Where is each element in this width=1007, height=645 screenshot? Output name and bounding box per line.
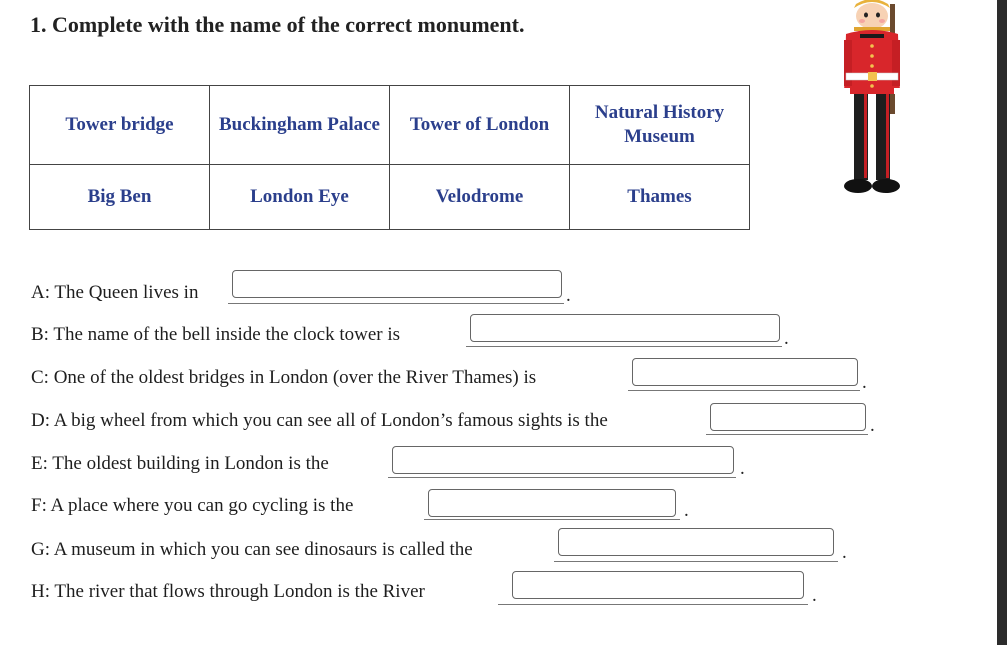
answer-underline-d [706, 434, 868, 435]
question-d: D: A big wheel from which you can see all of London’s famous sights is the [31, 410, 608, 431]
word-velodrome: Velodrome [390, 165, 570, 230]
answer-box-d[interactable] [710, 403, 866, 431]
answer-underline-f [424, 519, 680, 520]
answer-box-f[interactable] [428, 489, 676, 517]
answer-underline-b [466, 346, 782, 347]
window-edge [997, 0, 1007, 645]
period-c: . [862, 372, 867, 393]
answer-underline-h [498, 604, 808, 605]
answer-box-b[interactable] [470, 314, 780, 342]
word-thames: Thames [570, 165, 750, 230]
royal-guard-icon [828, 0, 924, 198]
period-b: . [784, 328, 789, 349]
question-e: E: The oldest building in London is the [31, 453, 329, 474]
word-london-eye: London Eye [210, 165, 390, 230]
answer-box-a[interactable] [232, 270, 562, 298]
question-b: B: The name of the bell inside the clock tower is [31, 324, 400, 345]
word-bank [29, 85, 750, 230]
answer-box-g[interactable] [558, 528, 834, 556]
question-a: A: The Queen lives in [31, 282, 199, 303]
word-tower-bridge: Tower bridge [30, 86, 210, 165]
period-d: . [870, 415, 875, 436]
word-tower-of-london: Tower of London [390, 86, 570, 165]
answer-underline-a [228, 303, 564, 304]
word-buckingham-palace: Buckingham Palace [210, 86, 390, 165]
period-h: . [812, 585, 817, 606]
exercise-title: 1. Complete with the name of the correct monument. [30, 12, 525, 37]
answer-underline-c [628, 390, 860, 391]
answer-underline-e [388, 477, 736, 478]
answer-underline-g [554, 561, 838, 562]
question-f: F: A place where you can go cycling is the [31, 495, 354, 516]
word-big-ben: Big Ben [30, 165, 210, 230]
question-c: C: One of the oldest bridges in London (over the River Thames) is [31, 367, 537, 388]
period-e: . [740, 458, 745, 479]
answer-box-e[interactable] [392, 446, 734, 474]
period-f: . [684, 500, 689, 521]
answer-box-c[interactable] [632, 358, 858, 386]
period-a: . [566, 285, 571, 306]
question-g: G: A museum in which you can see dinosaurs is called the [31, 539, 473, 560]
period-g: . [842, 542, 847, 563]
question-h: H: The river that flows through London is the River [31, 581, 425, 602]
word-natural-history-museum: Natural History Museum [570, 86, 750, 165]
answer-box-h[interactable] [512, 571, 804, 599]
